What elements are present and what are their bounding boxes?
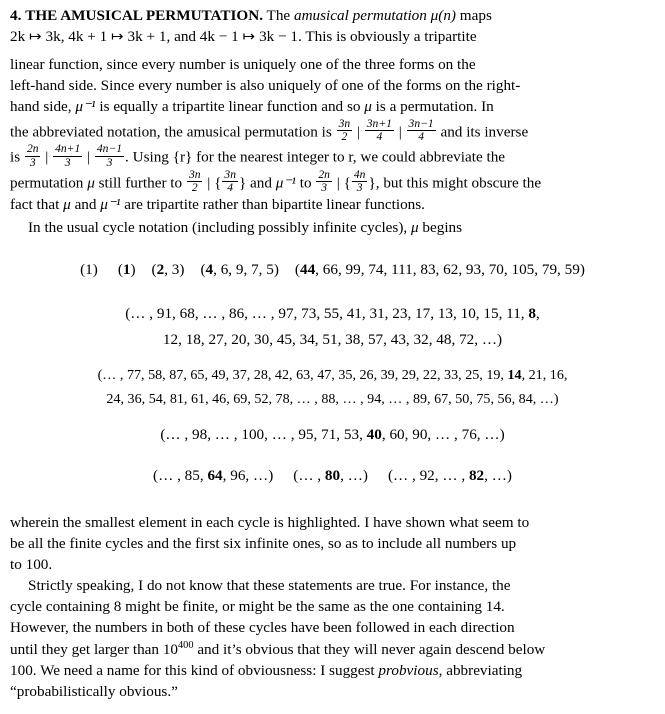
mu-symbol: μ	[364, 97, 372, 115]
cycle-6: (… , 80, …)	[293, 467, 368, 485]
para1-part-a: The	[266, 7, 294, 24]
para2-text-a: In the usual cycle notation (including possibly infinite cycles),	[28, 218, 411, 236]
fraction-2n-over-3-b: $\frac{2n}{3}$	[318, 169, 330, 195]
para2-text-b: begins	[418, 218, 463, 236]
para1-line7b: . Using {r} for the nearest integer to r, we could abbreviate the	[125, 149, 506, 167]
section-title: THE AMUSICAL PERMUTATION.	[25, 7, 264, 24]
para1-line7a: is	[10, 149, 24, 167]
paragraph-cycle-notation	[10, 218, 655, 239]
mu-symbol-3: μ	[63, 195, 71, 213]
cycle-3-min: 14	[507, 366, 522, 383]
para1-line8e: to	[295, 174, 316, 192]
para1-line9c: are tripartite rather than bipartite linear functions.	[120, 195, 425, 213]
sep2: |	[394, 123, 406, 141]
mu-inverse-3: μ⁻¹	[100, 195, 121, 213]
para1-line5	[10, 97, 655, 118]
para1-line2: 2k ↦ 3k, 4k + 1 ↦ 3k + 1, and 4k − 1 ↦ 3k − 1. This is obviously a tripartite	[10, 27, 477, 45]
para4-line5	[10, 661, 655, 682]
sep3: |	[41, 149, 53, 167]
para1-line6a: the abbreviated notation, the amusical permutation is	[10, 123, 336, 141]
para4-line1: Strictly speaking, I do not know that these statements are true. For instance, the	[28, 577, 511, 595]
equation-number: (1)	[80, 260, 98, 278]
para1-line8a: permutation	[10, 174, 88, 192]
fraction-4n-plus-1-over-3: $\frac{4n+1}{3}$	[55, 143, 81, 169]
cycle-line-2a	[8, 288, 657, 329]
cycle-3-rest: , 21, 16,	[521, 366, 568, 383]
exponent-400: 400	[178, 640, 194, 652]
cycle-1-content: (1) (2, 3) (4, 6, 9, 7, 5) (44, 66, 99, 74, 111, 83, 62, 93, 70, 105, 79, 59)	[117, 260, 585, 278]
sep1: |	[353, 123, 364, 141]
cycle-4-min: 40	[366, 426, 382, 444]
mu-symbol-4: μ	[410, 218, 419, 236]
fraction-3n-plus-1-over-4: $\frac{3n+1}{4}$	[366, 117, 392, 143]
term-amusical-permutation: amusical permutation	[293, 7, 427, 24]
para4-line5b: , abbreviating	[438, 662, 523, 680]
para4-line2: cycle containing 8 might be finite, or might be the same as the one containing 14.	[10, 598, 505, 616]
mu-inverse: μ⁻¹	[75, 97, 96, 115]
para1-line9b: and	[70, 195, 101, 213]
cycle-5: (… , 85, 64, 96, …)	[153, 467, 274, 485]
para1-line9	[10, 195, 655, 216]
cycle-line-2b: 12, 18, 27, 20, 30, 45, 34, 51, 38, 57, 43, 32, 48, 72, …)	[162, 330, 503, 348]
fraction-3n-over-2-b: $\frac{3n}{2}$	[188, 169, 201, 195]
mu-inverse-2: μ⁻¹	[275, 174, 296, 192]
sep4: |	[83, 149, 94, 167]
article-body-tail	[0, 501, 665, 703]
article-body	[0, 0, 665, 239]
fraction-3n-minus-1-over-4: $\frac{3n-1}{4}$	[408, 117, 434, 143]
fraction-2n-over-3: $\frac{2n}{3}$	[26, 143, 39, 169]
cycle-4-part-1: (… , 98, … , 100, … , 95, 71, 53,	[160, 426, 367, 444]
fraction-4n-minus-1-over-3: $\frac{4n-1}{3}$	[96, 143, 123, 169]
cycle-line-4	[8, 410, 657, 450]
para1-line8b: still further to	[94, 174, 186, 192]
cycle-2-part-1: (… , 91, 68, … , 86, … , 97, 73, 55, 41, 31, 23, 17, 13, 10, 15, 11,	[125, 304, 529, 322]
fraction-3n-over-4: $\frac{3n}{4}$	[224, 169, 236, 195]
section-number: 4.	[10, 7, 22, 24]
section-paragraph	[10, 6, 655, 27]
para1-line8d: } and	[238, 174, 276, 192]
cycle-4-rest: , 60, 90, … , 76, …)	[381, 426, 505, 444]
para1-line3: linear function, since every number is uniquely one of the three forms on the	[10, 55, 476, 73]
para1-line5a: hand side,	[10, 97, 76, 115]
cycle-line-3b: 24, 36, 54, 81, 61, 46, 69, 52, 78, … , 88, … , 94, … , 89, 67, 50, 75, 56, 84, …)	[106, 391, 559, 407]
mu-symbol-2: μ	[87, 174, 95, 192]
para1-line4: left-hand side. Since every number is also uniquely of one of the forms on the right-	[10, 76, 521, 94]
para3-line1: wherein the smallest element in each cycle is highlighted. I have shown what seem to	[10, 514, 530, 532]
fraction-4n-over-3: $\frac{4n}{3}$	[353, 169, 366, 195]
para1-line8	[10, 169, 655, 195]
para4-line3: However, the numbers in both of these cycles have been followed in each direction	[10, 619, 515, 637]
cycle-2-min: 8	[528, 304, 536, 322]
para3-line3: to 100.	[10, 556, 53, 574]
cycle-2-comma: ,	[535, 304, 540, 322]
para1-line5b: is equally a tripartite linear function and so	[95, 97, 365, 115]
para1-line5c: is a permutation. In	[371, 97, 494, 115]
cycle-line-3a	[8, 352, 657, 389]
para4-line5a: 100. We need a name for this kind of obviousness: I suggest	[10, 662, 379, 680]
para1-line8c: | {	[203, 174, 222, 192]
para1-line7	[10, 143, 655, 169]
para1-line6b: and its inverse	[436, 123, 529, 141]
para4-line4a: until they get larger than 10	[10, 641, 179, 659]
cycle-line-5	[8, 450, 657, 491]
fraction-3n-over-2: $\frac{3n}{2}$	[338, 117, 351, 143]
cycle-line-1	[8, 253, 657, 288]
para4-line6: “probabilistically obvious.”	[10, 683, 178, 701]
para1-line8g: }, but this might obscure the	[368, 174, 542, 192]
cycle-3-part-1: (… , 77, 58, 87, 65, 49, 37, 28, 42, 63, 47, 35, 26, 39, 29, 22, 33, 25, 19,	[97, 366, 508, 383]
para4-line4b: and it’s obvious that they will never again descend below	[193, 641, 546, 659]
para1-line9a: fact that	[10, 195, 64, 213]
para1-line6	[10, 118, 655, 144]
para1-part-b: maps	[456, 7, 492, 24]
para1-line8f: | {	[332, 174, 351, 192]
para3-line2: be all the finite cycles and the first six infinite ones, so as to include all numbers up	[10, 535, 517, 553]
term-probvious: probvious	[378, 662, 439, 680]
mu-of-n: μ(n)	[426, 7, 456, 24]
para4-line4	[10, 639, 655, 661]
cycle-display	[0, 253, 665, 492]
cycle-7: (… , 92, … , 82, …)	[387, 467, 512, 485]
